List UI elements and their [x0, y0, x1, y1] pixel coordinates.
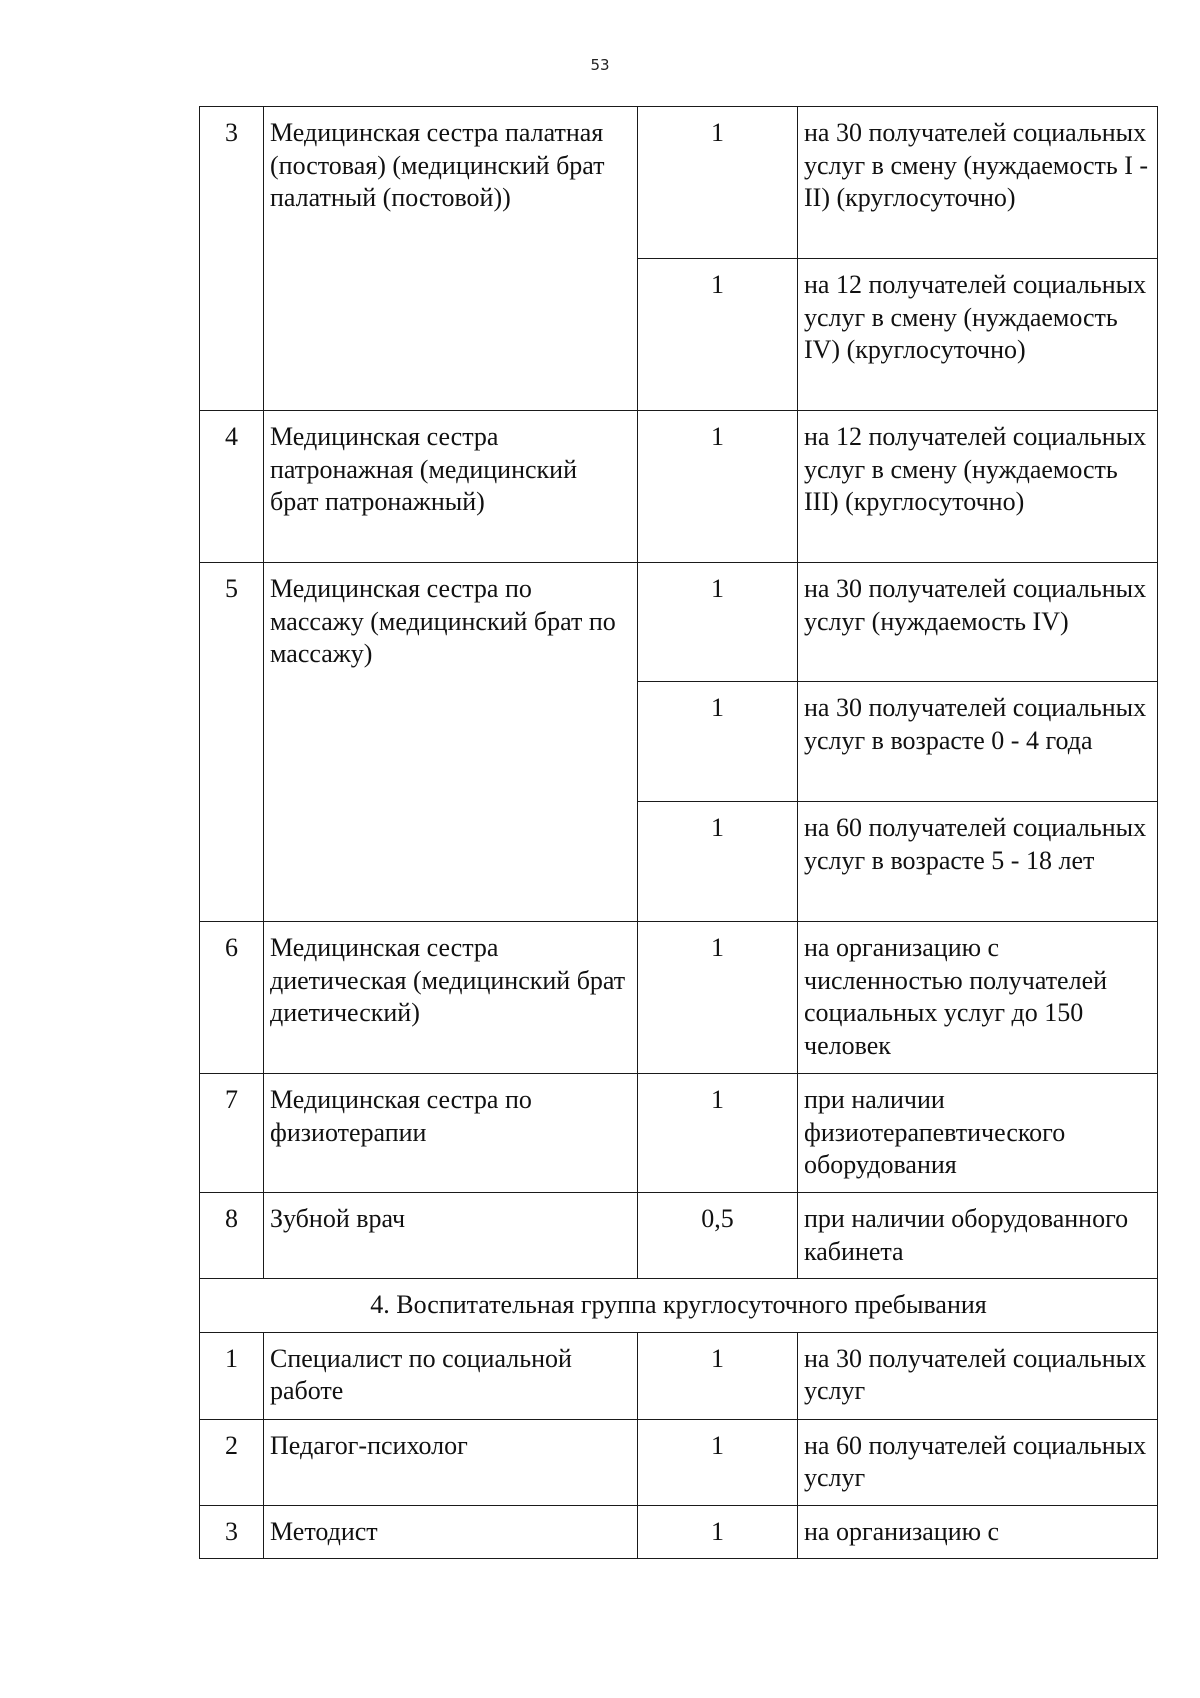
- row-number: 6: [200, 922, 264, 1074]
- staffing-norm: на 30 получателей социальных услуг в возрасте 0 - 4 года: [798, 682, 1158, 802]
- table-row: [200, 563, 1158, 682]
- staff-quantity: 1: [638, 259, 798, 411]
- staff-quantity: 1: [638, 922, 798, 1074]
- page-number: 53: [590, 56, 610, 74]
- table-row: [200, 1419, 1158, 1505]
- position-title: Специалист по социальной работе: [264, 1332, 638, 1419]
- section-row: [200, 1279, 1158, 1333]
- position-title: Педагог-психолог: [264, 1419, 638, 1505]
- row-number: 4: [200, 411, 264, 563]
- staffing-table: [199, 106, 1158, 1559]
- staff-quantity: 1: [638, 563, 798, 682]
- staff-quantity: 1: [638, 1419, 798, 1505]
- section-heading: 4. Воспитательная группа круглосуточного пребывания: [200, 1279, 1158, 1333]
- staffing-norm: при наличии оборудованного кабинета: [798, 1193, 1158, 1279]
- table-row: [200, 1074, 1158, 1193]
- table-row: [200, 1193, 1158, 1279]
- position-title: Медицинская сестра диетическая (медицинский брат диетический): [264, 922, 638, 1074]
- position-title: Методист: [264, 1505, 638, 1559]
- staffing-norm: на 30 получателей социальных услуг: [798, 1332, 1158, 1419]
- row-number: 5: [200, 563, 264, 922]
- position-title: Медицинская сестра палатная (постовая) (медицинский брат палатный (постовой)): [264, 107, 638, 411]
- table-row: [200, 107, 1158, 259]
- staff-quantity: 0,5: [638, 1193, 798, 1279]
- table-row: [200, 411, 1158, 563]
- position-title: Зубной врач: [264, 1193, 638, 1279]
- staffing-norm: на 30 получателей социальных услуг в смену (нуждаемость I - II) (круглосуточно): [798, 107, 1158, 259]
- position-title: Медицинская сестра по массажу (медицинский брат по массажу): [264, 563, 638, 922]
- staff-quantity: 1: [638, 802, 798, 922]
- table-row: [200, 1505, 1158, 1559]
- staffing-norm: на 12 получателей социальных услуг в смену (нуждаемость IV) (круглосуточно): [798, 259, 1158, 411]
- staff-quantity: 1: [638, 1074, 798, 1193]
- staffing-norm: на организацию с: [798, 1505, 1158, 1559]
- staff-quantity: 1: [638, 682, 798, 802]
- staff-quantity: 1: [638, 1505, 798, 1559]
- staffing-norm: на 60 получателей социальных услуг: [798, 1419, 1158, 1505]
- staff-quantity: 1: [638, 411, 798, 563]
- position-title: Медицинская сестра по физиотерапии: [264, 1074, 638, 1193]
- position-title: Медицинская сестра патронажная (медицинский брат патронажный): [264, 411, 638, 563]
- row-number: 2: [200, 1419, 264, 1505]
- table-row: [200, 1332, 1158, 1419]
- staffing-norm: на 30 получателей социальных услуг (нуждаемость IV): [798, 563, 1158, 682]
- row-number: 8: [200, 1193, 264, 1279]
- row-number: 7: [200, 1074, 264, 1193]
- staffing-norm: на 12 получателей социальных услуг в смену (нуждаемость III) (круглосуточно): [798, 411, 1158, 563]
- row-number: 3: [200, 107, 264, 411]
- row-number: 3: [200, 1505, 264, 1559]
- staffing-norm: на 60 получателей социальных услуг в возрасте 5 - 18 лет: [798, 802, 1158, 922]
- row-number: 1: [200, 1332, 264, 1419]
- staff-quantity: 1: [638, 1332, 798, 1419]
- staffing-norm: при наличии физиотерапевтического оборудования: [798, 1074, 1158, 1193]
- staff-quantity: 1: [638, 107, 798, 259]
- table-row: [200, 922, 1158, 1074]
- staffing-norm: на организацию с численностью получателей социальных услуг до 150 человек: [798, 922, 1158, 1074]
